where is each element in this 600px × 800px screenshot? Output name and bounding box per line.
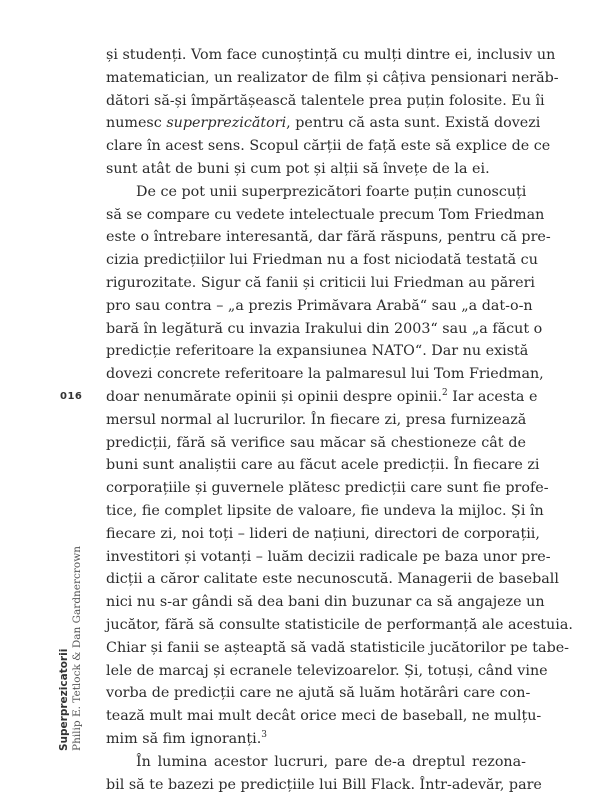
text-line [106,386,538,409]
text-line: dicții a căror calitate este necunoscută. Managerii de baseball [106,571,559,588]
text-line: buni sunt analiștii care au făcut acele predicții. În fiecare zi [106,457,540,474]
text-line: predicții, fără să verifice sau măcar să chestioneze cât de [106,434,526,451]
paragraph [106,44,559,181]
text-line: să se compare cu vedete intelectuale precum Tom Friedman [106,206,545,223]
paragraph [106,181,573,751]
text-line: este o întrebare interesantă, dar fără răspuns, pentru că pre- [106,229,551,246]
footnote-marker: 3 [261,729,267,740]
text-segment: numesc [106,115,167,132]
text-line: lele de marcaj și ecranele televizoarelor. Și, totuși, când vine [106,662,548,679]
page-number: 016 [60,391,83,402]
text-line: dovezi concrete referitoare la palmaresul lui Tom Friedman, [106,366,544,383]
text-line: nici nu s-ar gândi să dea bani din buzunar ca să angajeze un [106,594,545,611]
text-line: matematician, un realizator de film și câțiva pensionari nerăb- [106,69,559,86]
text-line [106,112,541,135]
text-line: jucător, fără să consulte statisticile de performanță ale acestuia. [106,616,573,633]
text-line: fiecare zi, noi toți – lideri de națiuni, directori de corporații, [106,525,540,542]
text-line: bară în legătură cu invazia Irakului din 2003“ sau „a făcut o [106,320,543,337]
text-line: și studenți. Vom face cunoștință cu mulți dintre ei, inclusiv un [106,47,556,63]
running-header [58,546,84,751]
book-authors: Philip E. Tetlock & Dan Gardnercrown [71,545,83,751]
footnote-marker: 2 [442,387,448,398]
book-title: Superprezicatorii [58,648,70,751]
text-line: dători să-și împărtășească talentele prea puțin folosite. Eu îi [106,92,545,109]
text-line: În lumina acestor lucruri, pare de-a dreptul rezona- [136,753,526,770]
text-line: De ce pot unii superprezicători foarte puțin cunoscuți [136,183,527,200]
text-segment: Iar acesta e [447,388,538,405]
page-body-text [106,44,573,796]
text-line: Chiar și fanii se așteaptă să vadă statisticile jucătorilor pe tabe- [106,639,570,656]
text-line [106,728,526,751]
text-line: cizia predicțiilor lui Friedman nu a fost niciodată testată cu [106,252,538,269]
text-line: pro sau contra – „a prezis Primăvara Arabă“ sau „a dat-o-n [106,297,533,314]
text-line: bil să te bazezi pe predicțiile lui Bill Flack. Într-adevăr, pare [106,776,542,793]
text-line: investitori și votanți – luăm decizii radicale pe baza unor pre- [106,548,551,565]
text-line: mersul normal al lucrurilor. În fiecare zi, presa furnizează [106,411,527,428]
paragraph [106,751,542,797]
text-line: clare în acest sens. Scopul cărții de față este să explice de ce [106,138,551,155]
text-segment: doar nenumărate opinii și opinii despre opinii. [106,388,443,405]
text-segment: , pentru că asta sunt. Există dovezi [286,115,541,132]
text-line: sunt atât de buni și cum pot și alții să învețe de la ei. [106,160,490,177]
text-segment: mim să fim ignoranți. [106,730,262,747]
text-line: corporațiile și guvernele plătesc predicții care sunt fie profe- [106,480,549,497]
text-line: rigurozitate. Sigur că fanii și criticii lui Friedman au păreri [106,274,535,291]
text-line: tice, fie complet lipsite de valoare, fie undeva la mijloc. Și în [106,502,544,519]
text-line: predicție referitoare la expansiunea NATO“. Dar nu există [106,343,529,360]
text-line: vorba de predicții care ne ajută să luăm hotărâri care con- [106,685,531,702]
text-line: tează mult mai mult decât orice meci de baseball, ne mulțu- [106,708,542,725]
italic-term: superprezicători [166,115,287,132]
